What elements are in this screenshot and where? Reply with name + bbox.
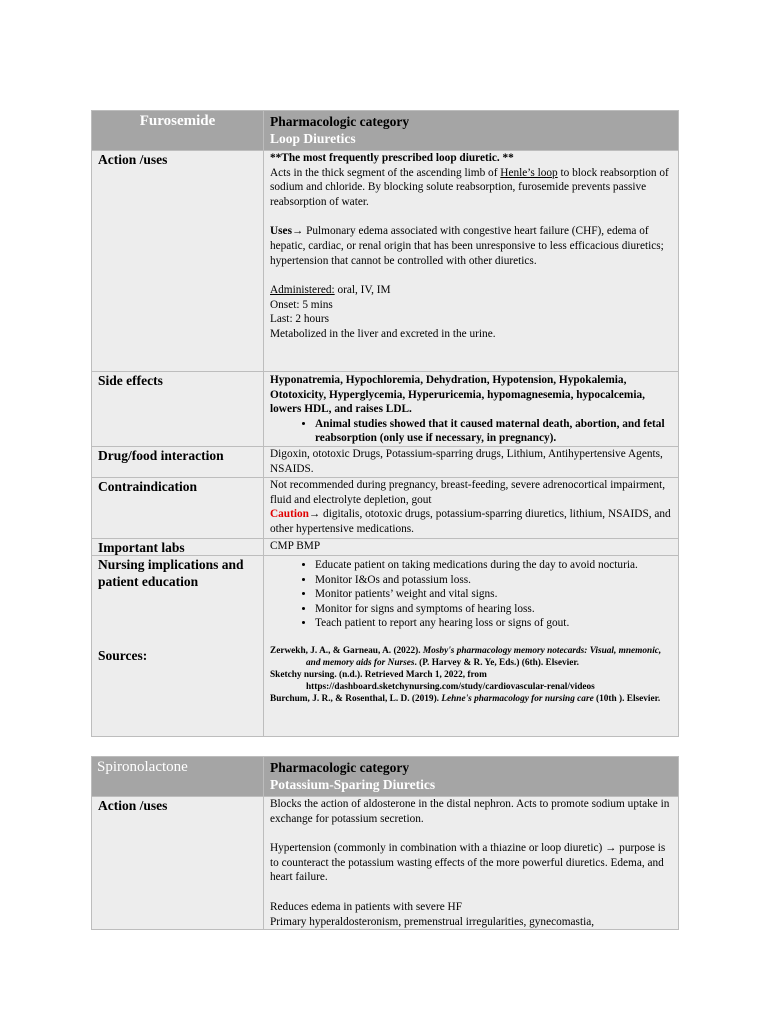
furosemide-header-row	[92, 111, 679, 151]
hyperaldosteronism-line: Primary hyperaldosteronism, premenstrual irregularities, gynecomastia,	[270, 915, 595, 928]
side-effects-content	[264, 372, 679, 447]
uses-paragraph	[270, 224, 672, 268]
arrow-icon: →	[291, 225, 304, 238]
nursing-item: • Monitor I&Os and potassium loss.	[315, 573, 672, 588]
action-label: Action /uses	[92, 797, 264, 930]
nursing-item: • Teach patient to report any hearing loss or signs of gout.	[315, 616, 672, 631]
administered-value: oral, IV, IM	[334, 284, 391, 297]
nursing-item: • Monitor patients’ weight and vital signs.	[315, 587, 672, 602]
furosemide-table	[91, 110, 679, 737]
contraindication-row	[92, 478, 679, 539]
side-effects-text: Hyponatremia, Hypochloremia, Dehydration, Hypotension, Hypokalemia, Ototoxicity, Hyperglycemia, Hyperuricemia, hypomagnesemia, hypocalcemia, lowers HDL, and raises LDL.	[270, 374, 645, 416]
uses-label: Uses	[270, 225, 292, 238]
contraindication-content	[264, 478, 679, 539]
category-label: Pharmacologic category	[270, 114, 410, 129]
nursing-row	[92, 556, 679, 737]
source-entry: Sketchy nursing. (n.d.). Retrieved March 1, 2022, from https://dashboard.sketchynursing.com/study/cardiovascular-renal/videos	[270, 669, 595, 692]
edema-line: Reduces edema in patients with severe HF	[270, 900, 462, 913]
nursing-label: Nursing implications and patient education	[98, 557, 244, 589]
action-intro: **The most frequently prescribed loop diuretic. **	[270, 152, 514, 164]
hypertension-text-cont: purpose is to counteract the potassium wasting effects of the more powerful diuretics. Edema, and heart failure.	[270, 842, 666, 884]
caution-text: digitalis, ototoxic drugs, potassium-sparring diuretics, lithium, NSAIDS, and other hypertensive medications.	[270, 508, 671, 535]
labs-value: CMP BMP	[264, 539, 679, 556]
last-line: Last: 2 hours	[270, 313, 329, 326]
source-author: Zerwekh, J. A., & Garneau, A. (2022).	[270, 645, 423, 656]
action-content	[264, 797, 679, 930]
contraindication-text: Not recommended during pregnancy, breast-feeding, severe adrenocortical impairment, fluid and electrolyte depletion, gout	[270, 479, 666, 506]
labs-label: Important labs	[92, 539, 264, 556]
contraindication-label: Contraindication	[92, 478, 264, 539]
arrow-icon: →	[605, 842, 617, 855]
administered-label: Administered:	[270, 284, 335, 297]
sources-label: Sources:	[98, 648, 148, 663]
source-title: Mosby's pharmacology memory notecards: Visual, mnemonic, and memory aids for Nurses	[306, 645, 662, 668]
interaction-row	[92, 447, 679, 478]
action-text: Acts in the thick segment of the ascending limb of	[270, 166, 501, 179]
drug-name: Furosemide	[92, 111, 264, 151]
source-publisher: (10th ). Elsevier.	[593, 693, 661, 704]
source-entry	[270, 645, 672, 669]
category-value: Potassium-Sparing Diuretics	[270, 777, 436, 792]
administered-line	[270, 283, 672, 298]
action-row	[92, 797, 679, 930]
uses-text: Pulmonary edema associated with congestive heart failure (CHF), edema of hepatic, cardiac, or renal origin that has been unresponsive to less efficacious diuretics; hypertension that cannot be controlled with other diuretics.	[270, 225, 664, 267]
drug-name: Spironolactone	[92, 757, 264, 797]
action-content	[264, 151, 679, 372]
nursing-item: • Educate patient on taking medications during the day to avoid nocturia.	[315, 558, 672, 573]
caution-label: Caution	[270, 508, 309, 521]
source-entry	[270, 693, 672, 705]
spironolactone-header-row	[92, 757, 679, 797]
spironolactone-table	[91, 756, 679, 930]
category-cell	[264, 757, 679, 797]
caution-line	[270, 507, 672, 536]
metabolized-line: Metabolized in the liver and excreted in the urine.	[270, 327, 496, 340]
labs-row	[92, 539, 679, 556]
side-effects-bullet: • Animal studies showed that it caused maternal death, abortion, and fetal reabsorption (only use if necessary, in pregnancy).	[315, 417, 672, 446]
category-label: Pharmacologic category	[270, 760, 410, 775]
side-effects-label: Side effects	[92, 372, 264, 447]
hypertension-text: Hypertension (commonly in combination with a thiazine or loop diuretic)	[270, 842, 606, 855]
category-value: Loop Diuretics	[270, 131, 356, 146]
action-row	[92, 151, 679, 372]
action-paragraph: Blocks the action of aldosterone in the distal nephron. Acts to promote sodium uptake in exchange for potassium secretion.	[270, 798, 670, 825]
arrow-icon: →	[308, 508, 321, 521]
henle-loop-link: Henle’s loop	[500, 166, 558, 179]
interaction-text: Digoxin, ototoxic Drugs, Potassium-sparring drugs, Lithium, Antihypertensive Agents, NSAIDS.	[264, 447, 679, 478]
nursing-item: • Monitor for signs and symptoms of hearing loss.	[315, 602, 672, 617]
source-author: Burchum, J. R., & Rosenthal, L. D. (2019).	[270, 693, 442, 704]
action-text-cont: to block reabsorption of sodium and chloride. By blocking solute reabsorption, furosemide prevents passive reabsorption of water.	[270, 166, 669, 208]
side-effects-row	[92, 372, 679, 447]
onset-line: Onset: 5 mins	[270, 298, 333, 311]
action-label: Action /uses	[92, 151, 264, 372]
source-title: Lehne's pharmacology for nursing care	[441, 693, 594, 704]
hypertension-paragraph	[270, 841, 672, 885]
source-publisher: . (P. Harvey & R. Ye, Eds.) (6th). Elsevier.	[414, 657, 579, 668]
action-paragraph	[270, 166, 672, 210]
sources-list	[270, 645, 672, 707]
nursing-content	[264, 556, 679, 737]
interaction-label: Drug/food interaction	[92, 447, 264, 478]
nursing-label-cell	[92, 556, 264, 737]
category-cell	[264, 111, 679, 151]
